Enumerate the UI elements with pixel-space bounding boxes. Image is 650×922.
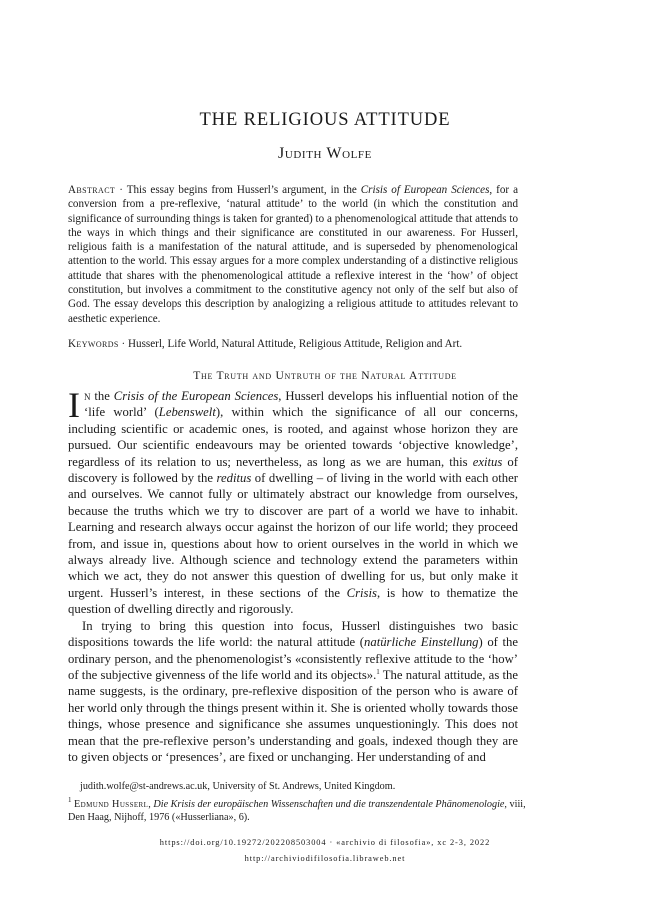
keywords	[68, 337, 528, 351]
footnotes	[68, 780, 538, 829]
paragraph-text: , Husserl develops his influential notion of the ‘life world’ (	[84, 389, 518, 420]
footnote-italic-title: Die Krisis der europäischen Wissenschaften und die transzendentale Phänomenologie	[153, 798, 505, 810]
keywords-separator: ·	[118, 338, 129, 350]
abstract-separator: ·	[115, 184, 127, 196]
journal-url-footer: http://archiviodifilosofia.libraweb.net	[244, 854, 406, 863]
italic-text: Crisis	[346, 585, 377, 600]
footnote-text: ,	[148, 798, 154, 810]
abstract	[68, 183, 518, 326]
footnote-marker[interactable]: 1	[376, 667, 380, 676]
italic-text: Crisis of the European Sciences	[113, 389, 279, 403]
keywords-label: Keywords	[68, 338, 119, 350]
lead-word: n	[84, 389, 91, 403]
paragraph-text: of discovery is followed by the	[68, 454, 518, 486]
drop-cap: I	[68, 385, 80, 425]
paragraph-text: In trying to bring this question into focus, Husserl distinguishes two basic dispositions towards the life world: the natural attitude (	[68, 618, 518, 650]
paragraph	[68, 385, 519, 618]
paragraph	[68, 618, 518, 766]
paragraph-text: of dwelling – of living in the world with each other and ourselves. We cannot fully or ultimately abstract our knowledge from ourselves, because the truths which we try to discover are part of a world we have to inhabit. Learning and research always occur against the horizon of our life world; they proceed from, and issue in, questions about how to orient ourselves in the world in which we always already live. Although science and technology extend the parameters within which we act, they do not answer this question of dwelling for us, but only make it urgent. Husserl’s interest, in these sections of the	[68, 471, 519, 600]
italic-text: Lebenswelt	[158, 405, 216, 420]
keywords-text: Husserl, Life World, Natural Attitude, Religious Attitude, Religion and Art.	[128, 338, 463, 350]
abstract-text: This essay begins from Husserl’s argument, in the	[126, 184, 361, 196]
italic-text: natürliche Einstellung	[364, 635, 479, 650]
article-title: THE RELIGIOUS ATTITUDE	[199, 110, 451, 130]
paragraph-text: the	[90, 389, 114, 403]
abstract-label: Abstract	[68, 184, 116, 196]
doi-footer: https://doi.org/10.19272/202208503004 · «archivio di filosofia», xc 2-3, 2022	[159, 838, 491, 847]
paragraph-text: ), within which the significance of all our concerns, including scientific or academic ones, is rooted, and against whose horizon they are pursued. Our scientific endeavours may be oriented towards ‘objective knowledge’, regardless of its relation to us; nevertheless, as long as we are human, this	[68, 405, 518, 469]
footnote-number: 1	[68, 795, 72, 804]
footnote-author: Edmund Husserl	[74, 798, 149, 810]
italic-text: reditus	[216, 471, 252, 486]
body-text	[68, 385, 519, 765]
abstract-italic-title: Crisis of European Sciences	[360, 184, 490, 196]
paragraph-text: ) of the ordinary person, and the phenomenologist’s «consistently reflexive attitude to the ‘how’ of the subjective givenness of the life world and its objects».	[68, 635, 518, 682]
paragraph-text: The natural attitude, as the name suggests, is the ordinary, pre-reflexive disposition of the person who is aware of her world only through the things present within it. She is oriented wholly towards those things, whose presence and significance she assumes unquestioningly. This does not mean that the pre-reflexive person’s understanding and goals, indexed though they are to given objects or ‘presences’, are fixed or unchanging. Her understanding of and	[68, 667, 518, 764]
author-affiliation: judith.wolfe@st-andrews.ac.uk, University of St. Andrews, United Kingdom.	[80, 781, 396, 792]
section-heading: The Truth and Untruth of the Natural Attitude	[193, 369, 457, 382]
italic-text: exitus	[472, 454, 503, 469]
footnote-text: , viii, Den Haag, Nijhoff, 1976 («Husserliana», 6).	[68, 798, 526, 824]
article-author: Judith Wolfe	[278, 145, 372, 162]
abstract-text: , for a conversion from a pre-reflexive, ‘natural attitude’ to the world (in which the constitution and significance of surrounding things is taken for granted) to a phenomenological attitude that attends to the ways in which things and their significance are constituted in our awareness. For Husserl, religious faith is a manifestation of the natural attitude, and is superseded by phenomenological attention to the world. This essay argues for a more complex understanding of a distinctive religious attitude that shares with the phenomenological attitude a reflexive interest in the ‘how’ of object constitution, but involves a commitment to the constitutive agency not only of the self but also of God. The essay develops this description by analogizing a religious attitude to attitudes relevant to aesthetic experience.	[68, 184, 519, 325]
paragraph-text: , is how to thematize the question of dwelling directly and rigorously.	[68, 585, 518, 617]
footnote-1	[68, 795, 538, 825]
